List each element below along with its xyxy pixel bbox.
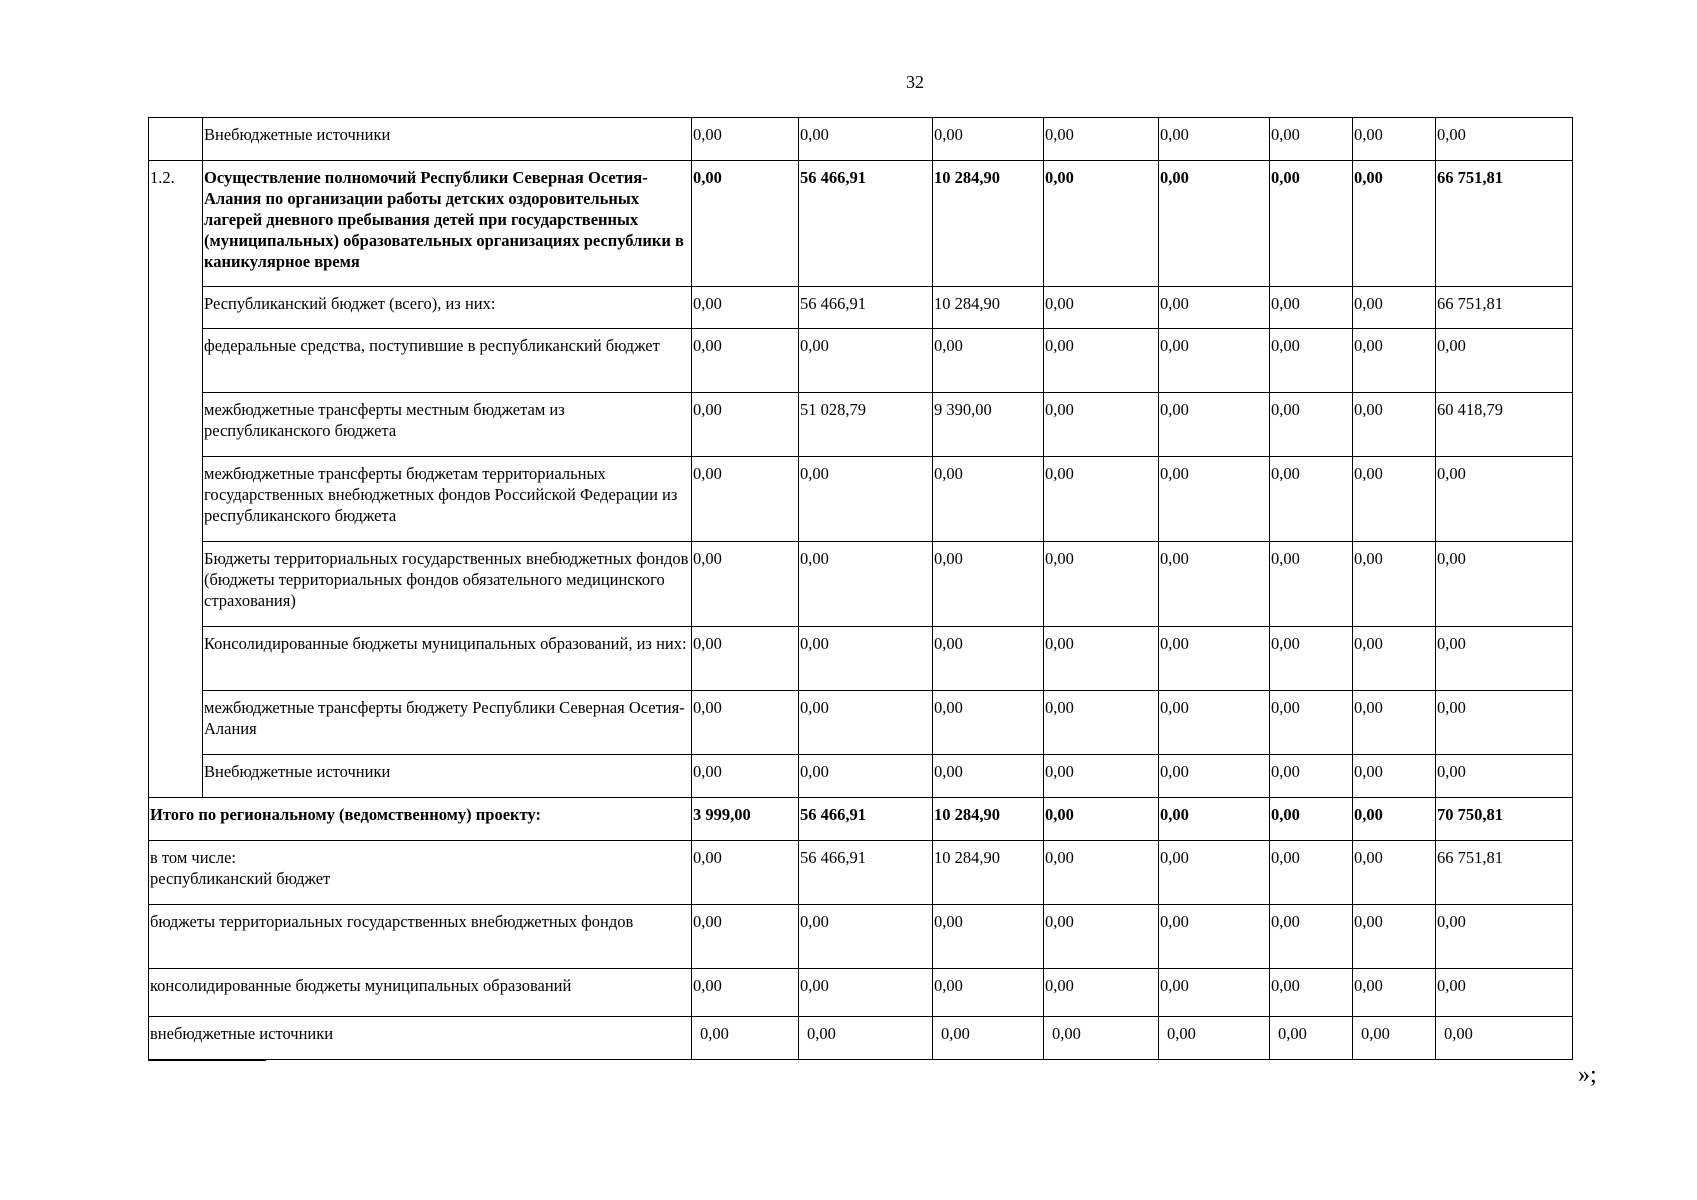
value-cell: 0,00 [1353, 627, 1436, 691]
page-number: 32 [906, 72, 924, 92]
summary-label-cell: в том числе: республиканский бюджет [149, 841, 692, 905]
value-cell: 0,00 [1436, 118, 1573, 161]
value-cell: 0,00 [1159, 905, 1270, 969]
value-cell: 0,00 [799, 118, 933, 161]
value-cell: 0,00 [1353, 457, 1436, 542]
value-cell: 0,00 [1159, 161, 1270, 287]
value-cell: 0,00 [1044, 118, 1159, 161]
value-cell: 0,00 [1353, 287, 1436, 329]
summary-row [149, 798, 1573, 841]
summary-label-cell: консолидированные бюджеты муниципальных образований [149, 969, 692, 1017]
value-cell: 0,00 [1159, 287, 1270, 329]
value-cell: 0,00 [799, 905, 933, 969]
value-cell: 0,00 [1353, 118, 1436, 161]
value-cell: 0,00 [1270, 287, 1353, 329]
row-label-cell: Внебюджетные источники [203, 755, 692, 798]
value-cell: 0,00 [1353, 1017, 1436, 1060]
value-cell: 56 466,91 [799, 161, 933, 287]
value-cell: 0,00 [933, 691, 1044, 755]
value-cell: 0,00 [1159, 457, 1270, 542]
value-cell: 0,00 [692, 542, 799, 627]
row-label-cell: Консолидированные бюджеты муниципальных образований, из них: [203, 627, 692, 691]
row-label-cell: межбюджетные трансферты бюджетам территориальных государственных внебюджетных фондов Российской Федерации из республиканского бюджета [203, 457, 692, 542]
value-cell: 0,00 [1353, 542, 1436, 627]
value-cell: 56 466,91 [799, 287, 933, 329]
summary-label-cell: Итого по региональному (ведомственному) проекту: [149, 798, 692, 841]
value-cell: 0,00 [1270, 691, 1353, 755]
budget-table [148, 117, 1573, 1060]
value-cell: 0,00 [1353, 969, 1436, 1017]
value-cell: 0,00 [933, 755, 1044, 798]
value-cell: 0,00 [1044, 1017, 1159, 1060]
value-cell: 0,00 [1270, 841, 1353, 905]
value-cell: 0,00 [1270, 329, 1353, 393]
value-cell: 0,00 [692, 1017, 799, 1060]
value-cell: 0,00 [1270, 542, 1353, 627]
value-cell: 56 466,91 [799, 798, 933, 841]
value-cell: 56 466,91 [799, 841, 933, 905]
row-label-cell: Республиканский бюджет (всего), из них: [203, 287, 692, 329]
value-cell: 66 751,81 [1436, 287, 1573, 329]
value-cell: 0,00 [1159, 691, 1270, 755]
value-cell: 0,00 [1044, 329, 1159, 393]
value-cell: 0,00 [1270, 627, 1353, 691]
value-cell: 0,00 [692, 755, 799, 798]
value-cell: 0,00 [933, 1017, 1044, 1060]
value-cell: 0,00 [1353, 393, 1436, 457]
table-row [149, 542, 1573, 627]
row-label-cell: межбюджетные трансферты бюджету Республики Северная Осетия-Алания [203, 691, 692, 755]
value-cell: 0,00 [1436, 905, 1573, 969]
value-cell: 0,00 [1159, 841, 1270, 905]
value-cell: 0,00 [1044, 393, 1159, 457]
value-cell: 0,00 [1044, 691, 1159, 755]
value-cell: 0,00 [1270, 755, 1353, 798]
value-cell: 51 028,79 [799, 393, 933, 457]
value-cell: 0,00 [799, 329, 933, 393]
value-cell: 0,00 [1044, 969, 1159, 1017]
value-cell: 0,00 [1270, 161, 1353, 287]
closing-quote-mark: »; [1578, 1062, 1597, 1088]
value-cell: 0,00 [933, 118, 1044, 161]
value-cell: 0,00 [1270, 118, 1353, 161]
value-cell: 0,00 [1159, 393, 1270, 457]
value-cell: 0,00 [1044, 905, 1159, 969]
value-cell: 0,00 [799, 755, 933, 798]
value-cell: 66 751,81 [1436, 161, 1573, 287]
value-cell: 0,00 [692, 627, 799, 691]
value-cell: 0,00 [799, 542, 933, 627]
value-cell: 0,00 [1353, 161, 1436, 287]
value-cell: 0,00 [1159, 1017, 1270, 1060]
value-cell: 0,00 [1353, 755, 1436, 798]
value-cell: 0,00 [692, 287, 799, 329]
value-cell: 10 284,90 [933, 841, 1044, 905]
footnote-divider [148, 1060, 266, 1061]
value-cell: 0,00 [692, 905, 799, 969]
budget-table-body [149, 118, 1573, 1060]
summary-row [149, 841, 1573, 905]
table-row [149, 118, 1573, 161]
value-cell: 0,00 [799, 969, 933, 1017]
value-cell: 0,00 [799, 627, 933, 691]
value-cell: 10 284,90 [933, 287, 1044, 329]
value-cell: 0,00 [1436, 627, 1573, 691]
value-cell: 0,00 [692, 329, 799, 393]
value-cell: 10 284,90 [933, 798, 1044, 841]
value-cell: 0,00 [692, 457, 799, 542]
value-cell: 0,00 [692, 118, 799, 161]
value-cell: 0,00 [1044, 457, 1159, 542]
value-cell: 0,00 [933, 627, 1044, 691]
row-label-cell: федеральные средства, поступившие в республиканский бюджет [203, 329, 692, 393]
summary-row [149, 969, 1573, 1017]
value-cell: 0,00 [933, 542, 1044, 627]
value-cell: 0,00 [1044, 161, 1159, 287]
value-cell: 0,00 [1436, 1017, 1573, 1060]
value-cell: 10 284,90 [933, 161, 1044, 287]
row-number-cell [149, 118, 203, 161]
value-cell: 0,00 [1436, 755, 1573, 798]
value-cell: 0,00 [1270, 457, 1353, 542]
value-cell: 70 750,81 [1436, 798, 1573, 841]
value-cell: 60 418,79 [1436, 393, 1573, 457]
value-cell: 0,00 [1159, 798, 1270, 841]
value-cell: 0,00 [799, 691, 933, 755]
table-row [149, 161, 1573, 287]
value-cell: 0,00 [1353, 905, 1436, 969]
value-cell: 0,00 [1353, 798, 1436, 841]
value-cell: 0,00 [1159, 627, 1270, 691]
value-cell: 0,00 [1159, 329, 1270, 393]
value-cell: 0,00 [1436, 457, 1573, 542]
value-cell: 0,00 [1353, 329, 1436, 393]
value-cell: 0,00 [1353, 691, 1436, 755]
value-cell: 0,00 [933, 329, 1044, 393]
value-cell: 0,00 [1044, 841, 1159, 905]
row-label-cell: Внебюджетные источники [203, 118, 692, 161]
value-cell: 0,00 [933, 457, 1044, 542]
summary-label-cell: бюджеты территориальных государственных внебюджетных фондов [149, 905, 692, 969]
value-cell: 0,00 [1270, 905, 1353, 969]
table-row [149, 691, 1573, 755]
value-cell: 66 751,81 [1436, 841, 1573, 905]
value-cell: 0,00 [1159, 542, 1270, 627]
value-cell: 0,00 [1270, 969, 1353, 1017]
value-cell: 0,00 [1436, 542, 1573, 627]
value-cell: 0,00 [1044, 798, 1159, 841]
summary-label-cell: внебюджетные источники [149, 1017, 692, 1060]
row-label-cell: межбюджетные трансферты местным бюджетам из республиканского бюджета [203, 393, 692, 457]
value-cell: 0,00 [1159, 755, 1270, 798]
value-cell: 0,00 [1270, 1017, 1353, 1060]
value-cell: 0,00 [1159, 118, 1270, 161]
value-cell: 0,00 [799, 457, 933, 542]
value-cell: 0,00 [1436, 691, 1573, 755]
value-cell: 0,00 [692, 393, 799, 457]
value-cell: 0,00 [1270, 393, 1353, 457]
value-cell: 0,00 [692, 969, 799, 1017]
value-cell: 0,00 [1044, 287, 1159, 329]
value-cell: 0,00 [692, 691, 799, 755]
value-cell: 0,00 [1044, 755, 1159, 798]
value-cell: 0,00 [1436, 329, 1573, 393]
value-cell: 0,00 [1044, 542, 1159, 627]
row-label-cell: Осуществление полномочий Республики Северная Осетия-Алания по организации работы детских оздоровительных лагерей дневного пребывания детей при государственных (муниципальных) образовательных организациях республики в каникулярное время [203, 161, 692, 287]
value-cell: 0,00 [1270, 798, 1353, 841]
table-row [149, 457, 1573, 542]
table-row [149, 329, 1573, 393]
value-cell: 0,00 [1159, 969, 1270, 1017]
value-cell: 0,00 [933, 905, 1044, 969]
table-row [149, 627, 1573, 691]
value-cell: 0,00 [692, 161, 799, 287]
value-cell: 9 390,00 [933, 393, 1044, 457]
value-cell: 0,00 [692, 841, 799, 905]
table-row [149, 393, 1573, 457]
table-row [149, 755, 1573, 798]
row-number-cell: 1.2. [149, 161, 203, 798]
row-label-cell: Бюджеты территориальных государственных внебюджетных фондов (бюджеты территориальных фондов обязательного медицинского страхования) [203, 542, 692, 627]
value-cell: 0,00 [1436, 969, 1573, 1017]
value-cell: 3 999,00 [692, 798, 799, 841]
value-cell: 0,00 [1353, 841, 1436, 905]
summary-row [149, 1017, 1573, 1060]
summary-row [149, 905, 1573, 969]
value-cell: 0,00 [1044, 627, 1159, 691]
table-row [149, 287, 1573, 329]
value-cell: 0,00 [933, 969, 1044, 1017]
value-cell: 0,00 [799, 1017, 933, 1060]
